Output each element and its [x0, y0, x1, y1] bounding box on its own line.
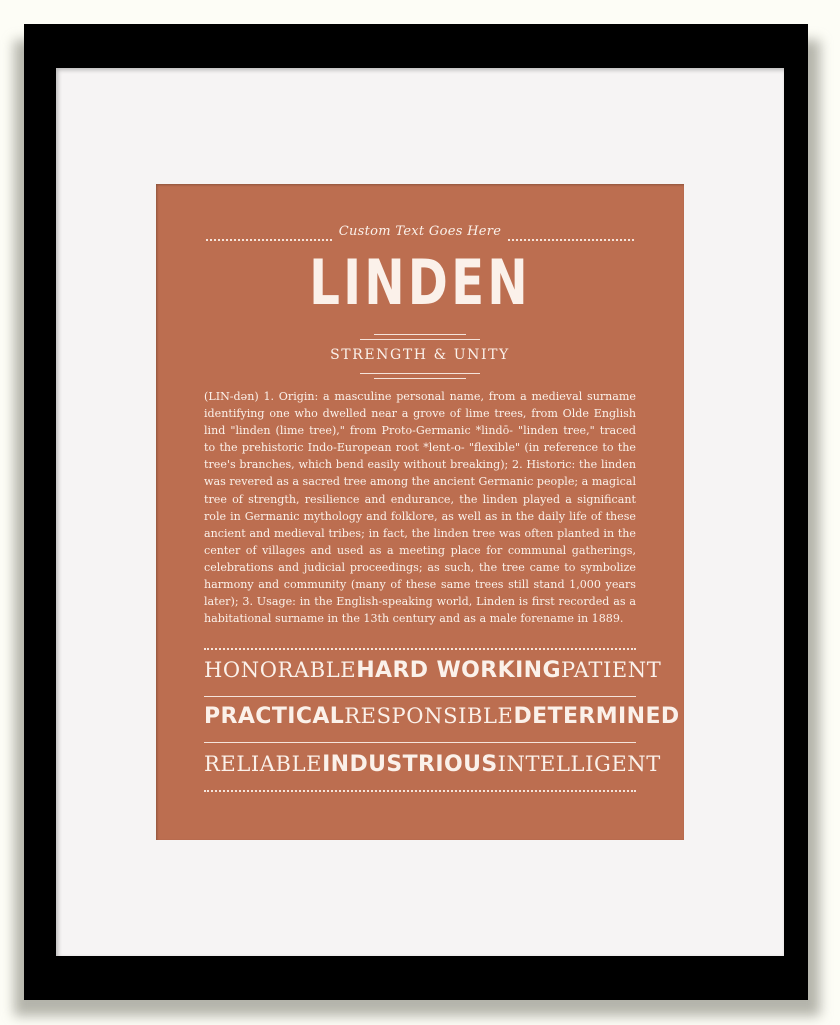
trait-row-3 [204, 752, 661, 777]
trait-word: INTELLIGENT [497, 752, 661, 776]
trait-word: DETERMINED [513, 704, 680, 729]
definition-text [204, 388, 636, 627]
trait-divider-1 [204, 696, 636, 697]
trait-word: INDUSTRIOUS [322, 752, 498, 777]
tagline: STRENGTH & UNITY [330, 347, 510, 363]
trait-word: RELIABLE [204, 752, 323, 776]
title-rule-top-wide [360, 339, 480, 340]
name-print [156, 184, 684, 840]
dotted-divider-traits-bottom [204, 790, 636, 792]
trait-row-1 [204, 658, 662, 683]
dotted-divider-left [206, 239, 332, 241]
trait-word: PATIENT [560, 658, 662, 682]
trait-word: HONORABLE [204, 658, 357, 682]
trait-word: RESPONSIBLE [344, 704, 514, 728]
trait-word: PRACTICAL [204, 704, 345, 729]
trait-row-2 [204, 704, 680, 729]
trait-divider-2 [204, 742, 636, 743]
definition-paragraph: (LIN-dən) 1. Origin: a masculine personal name, from a medieval surname identifying one who dwelled near a grove of lime trees, from Olde English lind "linden (lime tree)," from Proto-Germanic *lindō- "linden tree," traced to the prehistoric Indo-European root *lent-o- "flexible" (in reference to the tree's branches, which bend easily without breaking); 2. Historic: the linden was revered as a sacred tree among the ancient Germanic people; a magical tree of strength, resilience and endurance, the linden played a significant role in Germanic mythology and folklore, as well as in the daily life of these ancient and medieval tribes; in fact, the linden tree was often planted in the center of villages and used as a meeting place for communal gatherings, celebrations and judicial proceedings; as such, the tree came to symbolize harmony and community (many of these same trees still stand 1,000 years later); 3. Usage: in the English-speaking world, Linden is first recorded as a habitational surname in the 13th century and as a male forename in 1889. [204, 390, 636, 626]
trait-word: HARD WORKING [356, 658, 561, 683]
custom-text: Custom Text Goes Here [338, 224, 502, 239]
name-title: LINDEN [309, 246, 531, 319]
dotted-divider-right [508, 239, 634, 241]
title-rule-top [374, 334, 466, 335]
tagline-rule-wide [360, 373, 480, 374]
tagline-rule [374, 378, 466, 379]
dotted-divider-traits-top [204, 648, 636, 650]
